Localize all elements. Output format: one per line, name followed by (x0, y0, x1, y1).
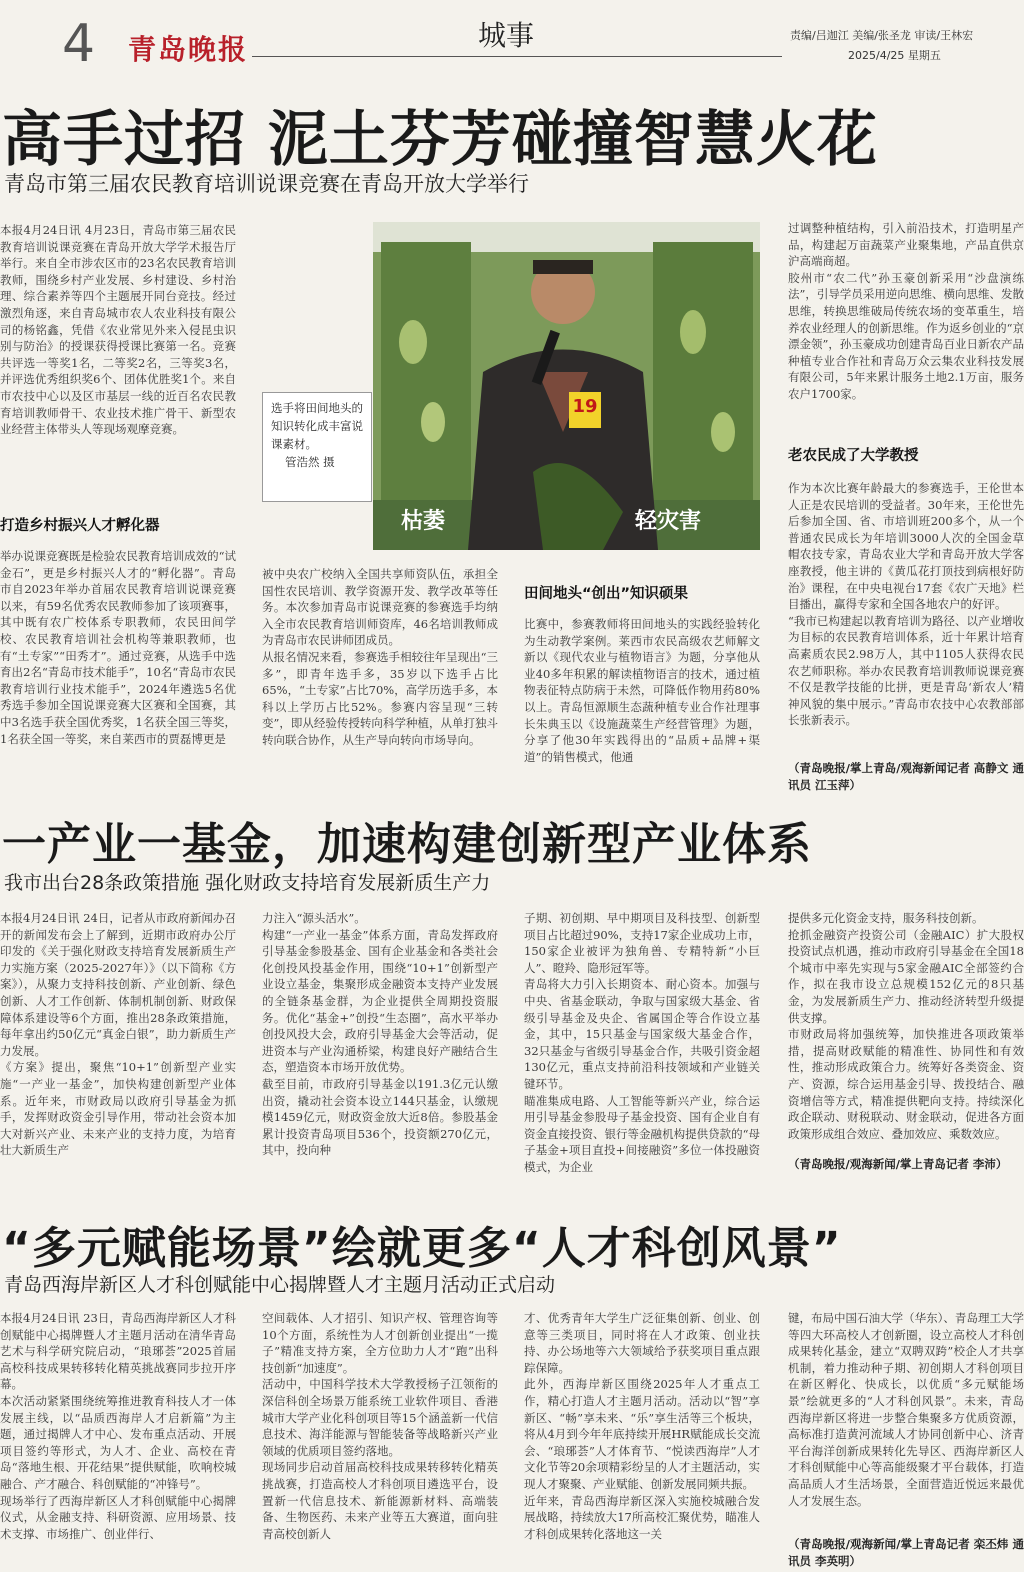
article3-headline: “多元赋能场景”绘就更多“人才科创风景” (2, 1223, 842, 1274)
article1-byline: （青岛晚报/掌上青岛/观海新闻记者 高静文 通讯员 江玉萍） (788, 761, 1024, 792)
article1-headline: 高手过招 泥土芬芳碰撞智慧火花 (2, 105, 878, 175)
article3-col3: 才、优秀青年大学生广泛征集创新、创业、创意等三类项目，同时将在人才政策、创业扶持、办公场地等六大领域给予获奖项目重点跟踪保障。 此外，西海岸新区围绕2025年人才重点工作，精心打造人才主题月活动。活动以“智”享新区、“畅”享未来、“乐”享生活等三个板块，将从4月到今年年底持续开展HR赋能成长交流会、“琅琊荟”人才体育节、“悦读西海岸”人才文化节等20余项精彩纷呈的人才主题活动，实现人才聚聚、产业赋能、创新发展同频共振。 近年来，青岛西海岸新区深入实施校城融合发展战略，持续放大17所高校汇聚优势，瞄准人才科创成果转化落地这一关 (524, 1311, 760, 1541)
photo-caption (262, 392, 372, 502)
article1-col3: 比赛中，参赛教师将田间地头的实践经验转化为生动教学案例。莱西市农民高级农艺师解文新以《现代农业与植物语言》为题，分享他从业40多年积累的解读植物语言的技术，通过植物表征特点防病于未然，可降低作物用药80%以上。青岛恒源顺生态蔬种植专业合作社理事长朱典玉以《设施蔬菜生产经营管理》为题，分享了他30年实践得出的“品质+品牌+渠道”的销售模式，他通 (524, 617, 760, 764)
photo-sign-text-right: 轻灾害 (635, 509, 702, 534)
article3-col2: 空间载体、人才招引、知识产权、管理咨询等10个方面，系统性为人才创新创业提出“一揽子”精准支持方案，全方位助力人才“跑”出科技创新“加速度”。 活动中，中国科学技术大学教授杨子江领衔的深信科创全场景万能系统工业软件项目、香港城市大学产业化科创项目等15个涵盖新一代信息技术、海洋能源与智能装备等战略新兴产业领域的优质项目签约落地。 现场同步启动首届高校科技成果转移转化精英挑战赛，打造高校人才科创项目遴选平台，设置新一代信息技术、新能源新材料、高端装备、生物医药、未来产业等五大赛道，面向驻青高校创新人 (262, 1311, 498, 1541)
article1-col1-body: 举办说课竞赛既是检验农民教育培训成效的“试金石”，更是乡村振兴人才的“孵化器”。青岛市自2023年举办首届农民教育培训说课竞赛以来，有59名优秀农民教师参加了该项赛事，其中既有农广校体系专职教师，农民田间学校、农民教育培训社会机构等兼职教师，也有“土专家”“田秀才”。通过竞赛，从选手中选育出2名“青岛市技术能手”，10名“青岛市农民教育培训行业技术能手”，2024年遴选5名优秀选手参加全国说课竞赛大区赛和全国赛，其中3名选手获全国优秀奖，1名获全国三等奖，1名获全国一等奖，来自莱西市的贾磊博更是 (0, 549, 236, 746)
article2-col3: 子期、初创期、早中期项目及科技型、创新型项目占比超过90%，支持17家企业成功上市，150家企业被评为独角兽、专精特新“小巨人”、瞪羚、隐形冠军等。 青岛将大力引入长期资本、耐心资本。加强与中央、省基金联动，争取与国家级大基金、省级引导基金及央企、省属国企等合作设立基金，其中，15只基金与国家级大基金合作，32只基金与省级引导基金合作，共吸引资金超130亿元，重点支持前沿科技领域和产业链关键环节。 瞄准集成电路、人工智能等新兴产业，综合运用引导基金参股母子基金投资、国有企业自有资金直接投资、银行等金融机构提供贷款的“母子基金+项目直投+间接融资”多位一体投融资模式，为企业 (524, 911, 760, 1174)
article1-photo (373, 222, 760, 550)
article2-col4: 提供多元化资金支持，服务科技创新。 抢抓金融资产投资公司（金融AIC）扩大股权投资试点机遇，推动市政府引导基金在全国18个城市中率先实现与5家金融AIC全部签约合作，拟在我市设立总规模152亿元的8只基金，为发展新质生产力、推动经济转型升级提供支撑。 市财政局将加强统筹，加快推进各项政策举措，提高财政赋能的精准性、协同性和有效性，推动形成政策合力。统筹好各类资金、资产、资源，综合运用基金引导、拨投结合、融资增信等方式，精准提供靶向支持。持续深化政企联动、财税联动、财金联动，促进各方面政策形成组合效应、叠加效应、乘数效应。 (788, 911, 1024, 1141)
article2-col2: 力注入“源头活水”。 构建“一产业一基金”体系方面，青岛发挥政府引导基金参股基金、国有企业基金和各类社会化创投风投基金作用，围绕“10+1”创新型产业设立基金，集聚形成金融资本支持产业发展的全链条基金群，为企业提供全周期投资服务。优化“基金+”创投“生态圈”，高水平举办创投风投大会，政府引导基金大会等活动，促进资本与产业沟通桥梁，构建良好产融结合生态，塑造资本市场开放优势。 截至目前，市政府引导基金以191.3亿元认缴出资，撬动社会资本设立144只基金，认缴规模1459亿元，财政资金放大近8倍。参股基金累计投资青岛项目536个，投资额270亿元，其中，投向种 (262, 911, 498, 1158)
article3-col4: 键，布局中国石油大学（华东）、青岛理工大学等四大环高校人才创新圈，设立高校人才科创成果转化基金，建立“双聘双跨”校企人才共享机制，着力推动种子期、初创期人才科创项目在新区孵化、快成长，以优质“多元赋能场景”绘就更多的“人才科创风景”。未来，青岛西海岸新区将进一步整合集聚多方优质资源，高标准打造黄河流域人才协同创新中心、济青平台海洋创新成果转化先导区、西海岸新区人才科创赋能中心等高能级聚才平台载体，打造高品质人才生活场景，全面营造近悦远来最优人才发展生态。 (788, 1311, 1024, 1508)
article1-subhead-2: 田间地头“创出”知识硕果 (524, 586, 689, 602)
contestant-number-badge: 19 (572, 396, 598, 417)
farmer-speaking-illustration (373, 222, 760, 550)
article1-col4-body: 作为本次比赛年龄最大的参赛选手，王伦世本人正是农民培训的受益者。30年来，王伦世先后参加全国、省、市培训班200多个，从一个普通农民成长为年培训3000人次的全国金草帽农技专家，青岛农业大学和青岛开放大学客座教授，他主讲的《黄瓜花打顶技到病根好防治》课程，在中央电视台17套《农广天地》栏目播出，赢得专家和全国各地农户的好评。 “我市已构建起以教育培训为路径、以产业增收为目标的农民教育培训体系，近十年累计培育高素质农民2.98万人，其中1105人获得农民农艺师职称。举办农民教育培训教师说课竞赛不仅是教学技能的比拼，更是青岛‘新农人’精神风貌的集中展示。”青岛市农技中心农教部部长张新表示。 (788, 481, 1024, 728)
photo-sign-text-left: 枯萎 (401, 509, 446, 534)
article1-subhead-3: 老农民成了大学教授 (788, 448, 919, 464)
article1-subhead-1: 打造乡村振兴人才孵化器 (0, 518, 160, 534)
article1-subtitle: 青岛市第三届农民教育培训说课竞赛在青岛开放大学举行 (4, 172, 529, 196)
newspaper-logo: 青岛晚报 (128, 33, 249, 66)
article1-col1-intro: 本报4月24日讯 4月23日，青岛市第三届农民教育培训说课竞赛在青岛开放大学学术报告厅举行。来自全市涉农区市的23名农民教育培训教师，围绕乡村产业发展、乡村建设、乡村治理、综合素养等四个主题展开同台竞技。经过激烈角逐，来自青岛城市农人农业科技有限公司的杨铭鑫，凭借《农业常见外来入侵昆虫识别与防治》的授课获得授课比赛第一名。竞赛共评选一等奖1名，二等奖2名，三等奖3名，并评选优秀组织奖6个、团体优胜奖1个。来自市农技中心以及区市基层一线的近百名农民教育培训教师骨干、农业技术推广骨干、新型农业经营主体带头人等现场观摩竞赛。 (0, 223, 236, 437)
page-number: 4 (62, 14, 96, 74)
header-rule (252, 56, 782, 57)
article1-col2: 被中央农广校纳入全国共享师资队伍，承担全国性农民培训、教学资源开发、教学改革等任务。本次参加青岛市说课竞赛的参赛选手均纳入全市农民教育培训师资库，46名培训教师成为青岛市农民讲师团成员。 从报名情况来看，参赛选手相较往年呈现出“三多”，即青年选手多，35岁以下选手占比65%，“土专家”占比70%，高学历选手多，本科以上学历占比52%。参赛内容呈现“三转变”，即从经验传授转向科学种植，从单打独斗转向联合协作，从生产导向转向市场导向。 (262, 567, 498, 747)
issue-date: 2025/4/25 星期五 (848, 49, 941, 62)
article2-headline: 一产业一基金，加速构建创新型产业体系 (2, 819, 812, 870)
article2-col1: 本报4月24日讯 24日，记者从市政府新闻办召开的新闻发布会上了解到，近期市政府办公厅印发的《关于强化财政支持培育发展新质生产力实施方案（2025-2027年）》（以下简称《方案》），从聚力支持科技创新、产业创新、绿色创新、人才工作创新、体制机制创新、财政保障体系建设等6个方面，推出28条政策措施，每年拿出约50亿元“真金白银”，助力新质生产力发展。 《方案》提出，聚焦“10+1”创新型产业实施“一产业一基金”，加快构建创新型产业体系。近年来，市财政局以政府引导基金为抓手，发挥财政资金引导作用，带动社会资本加大对新兴产业、未来产业的支持力度，为培育壮大新质生产 (0, 911, 236, 1158)
article3-col1: 本报4月24日讯 23日，青岛西海岸新区人才科创赋能中心揭牌暨人才主题月活动在清华青岛艺术与科学研究院启动，“琅琊荟”2025首届高校科技成果转移转化精英挑战赛同步拉开序幕。 本次活动紧紧围绕统筹推进教育科技人才一体发展主线，以“品质西海岸人才启新篇”为主题，通过揭牌人才中心、发布重点活动、开展项目签约等形式，为人才、企业、高校在青岛“落地生根、开花结果”提供赋能，吹响校城融合、产才融合、科创赋能的“冲锋号”。 现场举行了西海岸新区人才科创赋能中心揭牌仪式，从金融支持、科研资源、应用场景、技术支撑、市场推广、创业伴行、 (0, 1311, 236, 1541)
header-credits (790, 26, 973, 66)
caption-text: 选手将田间地头的知识转化成丰富说课素材。 (271, 401, 363, 451)
article1-col4-top: 过调整种植结构，引入前沿技术，打造明星产品，构建起万亩蔬菜产业聚集地，产品直供京沪高端商超。 胶州市“农二代”孙玉豪创新采用“沙盘演练法”，引导学员采用逆向思维、横向思维、发散思维，转换思维破局传统农场的变革重生，培养农业经理人的创新思维。作为返乡创业的“京漂金领”，孙玉豪成功创建青岛百业日新农产品种植专业合作社和青岛万众云集农业科技发展有限公司，5年来累计服务土地2.1万亩，服务农户1700家。 (788, 221, 1024, 401)
editor-credits: 责编/吕迦江 美编/张圣龙 审读/王林宏 (790, 29, 974, 42)
article3-subtitle: 青岛西海岸新区人才科创赋能中心揭牌暨人才主题月活动正式启动 (4, 1274, 556, 1296)
photo-credit: 管浩然 摄 (285, 455, 335, 469)
article3-byline: （青岛晚报/观海新闻/掌上青岛记者 栾丕炜 通讯员 李英明） (788, 1537, 1024, 1568)
article2-subtitle: 我市出台28条政策措施 强化财政支持培育发展新质生产力 (4, 872, 491, 894)
section-title: 城事 (478, 19, 535, 52)
article2-byline: （青岛晚报/观海新闻/掌上青岛记者 李沛） (788, 1157, 1008, 1171)
